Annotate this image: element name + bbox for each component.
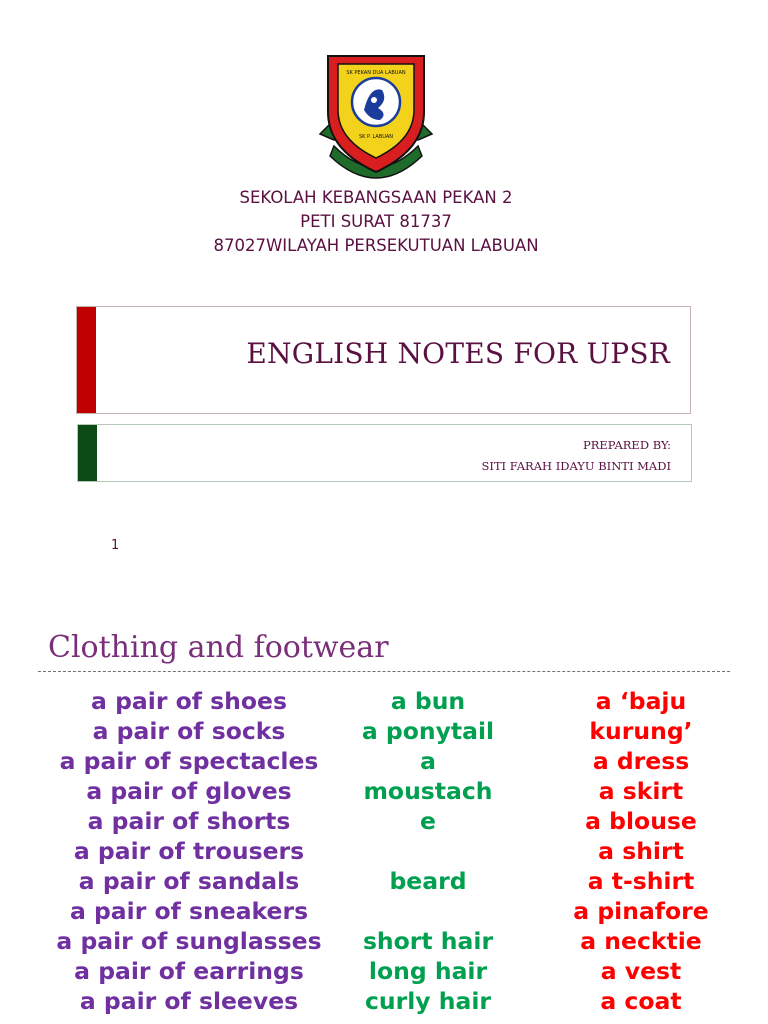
list-item — [338, 896, 518, 926]
list-item: a vest — [600, 957, 682, 985]
page-title: ENGLISH NOTES FOR UPSR — [246, 337, 670, 370]
prepared-by-box — [77, 424, 692, 482]
address-line-2: PETI SURAT 81737 — [300, 212, 452, 231]
list-item: a pair of spectacles — [59, 747, 319, 775]
crest-motto-bottom: SK P. LABUAN — [358, 134, 394, 140]
address-line-1: SEKOLAH KEBANGSAAN PEKAN 2 — [239, 188, 513, 207]
list-item: a pair of earrings — [74, 957, 304, 985]
list-item: a dress — [592, 747, 690, 775]
list-item: a — [420, 747, 436, 775]
title-box — [76, 306, 691, 414]
list-item: a pair of socks — [92, 717, 286, 745]
list-item: moustach — [363, 777, 493, 805]
prepared-name: SITI FARAH IDAYU BINTI MADI — [481, 459, 671, 473]
list-item: curly hair — [364, 987, 492, 1015]
column-pairs — [40, 686, 338, 1016]
list-item: a pair of sandals — [78, 867, 300, 895]
list-item — [338, 836, 518, 866]
list-item: a blouse — [585, 807, 697, 835]
list-item: a pinafore — [573, 897, 709, 925]
list-item: kurung’ — [589, 717, 693, 745]
list-item: a bun — [390, 687, 466, 715]
list-item: a shirt — [598, 837, 684, 865]
list-item: a skirt — [598, 777, 684, 805]
list-item: a pair of sunglasses — [56, 927, 322, 955]
title-accent-bar — [77, 307, 96, 413]
prepared-accent-bar — [78, 425, 97, 481]
crest-motto-top: SK PEKAN DUA LABUAN — [346, 70, 406, 76]
list-item: a necktie — [580, 927, 702, 955]
list-item: short hair — [362, 927, 494, 955]
list-item: a ‘baju — [595, 687, 687, 715]
list-item: beard — [389, 867, 467, 895]
list-item: long hair — [368, 957, 488, 985]
school-crest-logo — [318, 50, 434, 182]
list-item: a pair of gloves — [86, 777, 292, 805]
list-item: e — [420, 807, 436, 835]
column-clothes — [556, 686, 726, 1016]
prepared-label: PREPARED BY: — [582, 438, 671, 452]
list-item: a pair of trousers — [73, 837, 305, 865]
list-item: a pair of sneakers — [69, 897, 309, 925]
list-item: a pair of shorts — [87, 807, 291, 835]
column-hair — [338, 686, 518, 1016]
section-divider — [38, 671, 730, 672]
list-item: a t-shirt — [587, 867, 695, 895]
list-item: a coat — [600, 987, 682, 1015]
school-address — [0, 186, 752, 258]
section-title: Clothing and footwear — [48, 630, 389, 665]
list-item: a ponytail — [361, 717, 495, 745]
page-number: 1 — [111, 538, 120, 553]
address-line-3: 87027WILAYAH PERSEKUTUAN LABUAN — [213, 236, 539, 255]
list-item: a pair of sleeves — [79, 987, 299, 1015]
list-item: a pair of shoes — [91, 687, 287, 715]
